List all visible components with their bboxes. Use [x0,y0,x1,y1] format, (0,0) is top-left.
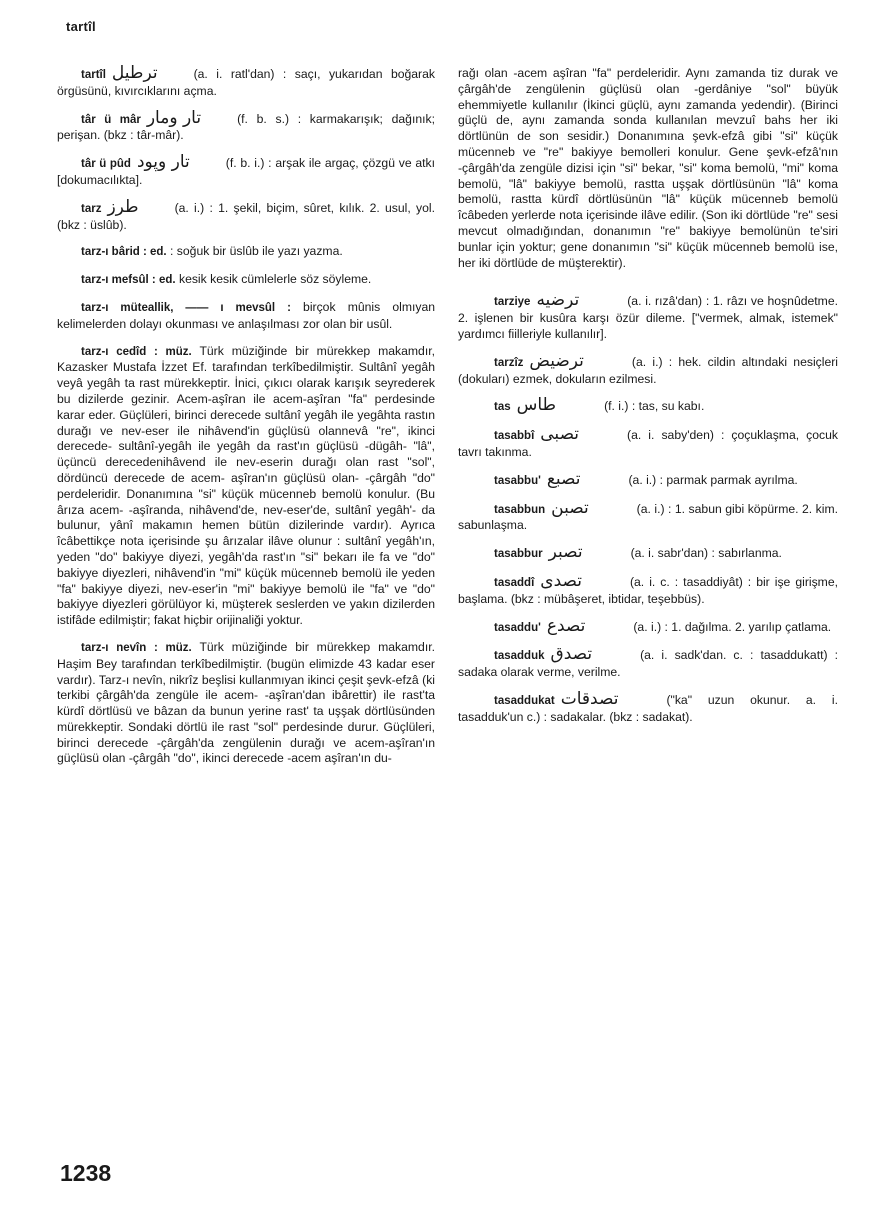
entry-headword: tarz-ı nevîn : müz. [81,641,192,654]
entry-definition: (a. i. sabr'dan) : sabırlanma. [630,546,782,561]
entry-definition: ("ka" uzun okunur. a. i. tasadduk'un c.) : sadakalar. (bkz : sadakat). [458,692,838,724]
dictionary-entry [57,344,435,629]
dictionary-entry [458,395,838,416]
entry-arabic-script: تار وپود [136,152,190,173]
entry-definition: (f. b. i.) : arşak ile argaç, çözgü ve atkı [dokumacılıkta]. [57,156,435,187]
entry-arabic-script: تصبع [546,468,581,489]
dictionary-entry [458,570,838,608]
entry-definition: (f. i.) : tas, su kabı. [604,399,705,414]
entry-definition: (a. i. ratl'dan) : saçı, yukarıdan boğarak örgüsünü, kıvırcıklarını açma. [57,67,435,98]
dictionary-entry [57,244,435,261]
entry-headword: tasabbî [494,430,535,443]
dictionary-entry [458,350,838,388]
entry-headword: tarz-ı bârid : ed. [81,246,167,259]
entry-arabic-script: طرز [107,196,139,217]
running-head: tartîl [66,19,96,34]
dictionary-entry [458,290,838,342]
entry-definition: (a. i. saby'den) : çoçuklaşma, çocuk tavrı takınma. [458,428,838,459]
dictionary-entry [458,615,838,637]
entry-definition: (a. i.) : hek. cildin altındaki nesiçleri (dokuları) ezmek, dokuların ezilmesi. [458,354,838,386]
left-column [57,63,436,778]
entry-definition: (a. i.) : 1. şekil, biçim, sûret, kılık. 2. usul, yol. (bkz : üslûb). [57,200,435,232]
entry-definition: (a. i.) : 1. sabun gibi köpürme. 2. kim. sabunlaşma. [458,501,838,533]
entry-headword: tasaddukat [494,694,555,707]
entry-arabic-script: تصبى [540,424,580,445]
entry-arabic-script: ترضيض [529,350,584,371]
entry-definition: kesik kesik cümlelerle söz söyleme. [178,272,372,287]
entry-definition: (a. i. rızâ'dan) : 1. râzı ve hoşnûdetme. 2. işlenen bir kusûra karşı özür dileme. ["vermek, almak, istemek" yardımcı fiilleriyle kullanılır]. [458,294,838,341]
entry-headword: tarz-ı müteallik, —— ı mevsûl : [81,301,291,314]
entry-headword: tarzîz [494,356,524,369]
entry-definition: (a. i.) : 1. dağılma. 2. yarılıp çatlama. [633,619,832,634]
entry-definition: (a. i. sadk'dan. c. : tasaddukatt) : sadaka olarak verme, verilme. [458,648,838,680]
entry-definition: rağı olan -acem aşîran "fa" perdeleridir. Aynı zamanda tiz durak ve çârgâh'de zengülenin güçlüsü olan -gerdâniye "sol" büyük ehemmiyetle kullanılır (İkinci güçlü, aynı zamanda yedendir). (Birinci güçlü de, aynı zamanda sonda kullanılan mevzuî bahs her iki dörtlünün de son sesidir.) Donanımına şevk-efzâ gibi "si" küçük mücenneb ve "re" bakiyye bemolleri konulur. Gene şevk-efzâ'nın -çârgâh'da zengüle dizisi için "si" bekar, "si" koma bemolü, "mi" koma bemolü, "lâ" bakiyye bemolü, rastta uşşak dörtlüsünün "lâ" koma bemolü, rastta kürdî dörtlüsünün "lâ" küçük mücenneb bemolü îcâbeden yerlerde nota içerisinde ilâve edilir. (Son iki dörtlüde "re" sesi mevcut olmadığından, donanımın "re" bakiyye bemolünün te'siri bunlar için yoktur; gene donanımın "si" küçük mücenneb bemolü ise, her iki dörtlüde de müşterektir). [458,66,838,270]
entry-headword: tasabbur [494,548,543,561]
entry-arabic-script: تصبن [551,497,589,518]
entry-headword: târ ü mâr [81,113,141,126]
entry-arabic-script: تصبر [548,542,583,563]
dictionary-entry [458,688,838,726]
entry-arabic-script: طاس [516,395,557,416]
entry-headword: tasadduk [494,650,545,663]
dictionary-entry [458,497,838,535]
entry-headword: tasaddî [494,576,535,589]
dictionary-entry [458,424,838,461]
entry-arabic-script: تصدقات [560,688,619,709]
entry-definition: (a. i.) : parmak parmak ayrılma. [628,472,798,487]
dictionary-entry [458,644,838,681]
entry-definition: : soğuk bir üslûb ile yazı yazma. [170,244,343,259]
dictionary-entry [458,542,838,563]
entry-arabic-script: ترضيه [536,290,580,311]
dictionary-entry [57,152,435,189]
entry-arabic-script: تصدق [550,644,593,665]
entry-headword: tartîl [81,69,106,81]
entry-arabic-script: تار ومار [146,107,202,128]
dictionary-entry [57,272,435,289]
dictionary-entry [57,107,435,145]
dictionary-entry [57,300,435,333]
entry-headword: tarz-ı cedîd : müz. [81,345,192,358]
entry-definition: Türk müziğinde bir mürekkep makamdır, Kazasker Mustafa İzzet Ef. tarafından terkîbedilmiştir. Sultânî yegâh veyâ yegâh ta rast mürekkeptir. İnici, çıkıcı olarak karışık seyrederek bu dizilerde gezinir. Acem-aşîran ile acem-aşîran "fa" perdesinde karar eder. Güçlüleri, birinci derecede sultânî yegâh ile yegâhta rastın durağı ve nev-eser ile nihâvend'in güçlüsü olannevâ "re", ikinci derecede- sultânî-yegâh ile yegâh da rast'ın güçlüsü -dügâh- "lâ", üçüncü derecedenihâvend ile nev-eserin durağı olan rast "sol", dördüncü derecede de acem- aşîran'ın güçlüsü olan- -çârgâh "do" perdeleridir. Donanımına "si" küçük mücenneb bemolü konulur. (Bu ârıza acem- -aşîranda, nihâvend'de, nev-eser'de, sultânî yegâh'- da bulunur, yânî makamın hemen bütün dizilerinde vardır). Ayrıca îcâbettikçe nota içerisinde şu ârızalar ilâve olunur : sultânî yegâh'ın, yeden "do" bakiyye diyezi, yegâh'da rast'ın "si" bekarı ile fa ve "do" bakiyye diyezleri, nihâvend'in "mi" küçük mücenneb bemolü ile yeden "fa" bakiyye diyezi, nev-eser'in "mi" bakiyye bemolü ile "fa" ve "do" bakiyye diyezleri görülüyor ki, müşterek seslerden ve yakın dizilerden istifâde edilmiştir; fakat hiçbir orijinaliği yoktur. [57,343,435,628]
entry-definition: birçok mûnis olmıyan kelimelerden dolayı okunması ve anlaşılması zor olan bir usûl. [57,299,436,331]
entry-headword: tasabbun [494,503,546,516]
page-number: 1238 [60,1160,112,1186]
entry-headword: tasabbu' [494,474,541,487]
dictionary-entry [458,66,838,271]
entry-definition: (a. i. c. : tasaddiyât) : bir işe girişme, başlama. (bkz : mübâşeret, ibtidar, teşebbüs). [458,574,838,606]
entry-headword: tarziye [494,296,531,309]
entry-definition: (f. b. s.) : karmakarışık; dağınık; perişan. (bkz : târ-mâr). [57,111,435,143]
entry-headword: târ ü pûd [81,158,131,171]
entry-headword: tarz [81,202,102,215]
entry-headword: tarz-ı mefsûl : ed. [81,274,176,287]
entry-arabic-script: تصدع [546,615,586,636]
dictionary-entry [57,640,435,767]
dictionary-entry [57,196,435,234]
entry-headword: tasaddu' [494,621,541,634]
dictionary-entry [458,468,838,490]
right-column [458,66,838,737]
entry-arabic-script: ترطيل [111,63,158,83]
entry-arabic-script: تصدى [540,570,582,591]
entry-headword: tas [494,401,511,414]
dictionary-entry [57,63,435,100]
entry-definition: Türk müziğinde bir mürekkep makamdır. Haşim Bey tarafından terkîbedilmiştir. (bugün elimizde 43 kadar eser vardır). Tarz-ı nevîn, nikrîz beşlisi kullanmıyan ikinci çeşit şevk-efzâ (ki terkibi çârgâh'da zengüle ile acem- -aşîran'dan ibârettir) ile rast'ta kürdî dörtlüsü ve bâzan da bunun yerine rast' ta uşşak dörtlüsünden mürekkeptir. Sondaki dörtlü ile rast "sol" perdesinde durur. Güçlüleri, birinci derecede -çârgâh'da zengülenin durağı ve acem-aşîran'ın güçlüsü olan -çârgâh "do", ikinci derecede -acem aşîran'ın du- [57,639,435,766]
